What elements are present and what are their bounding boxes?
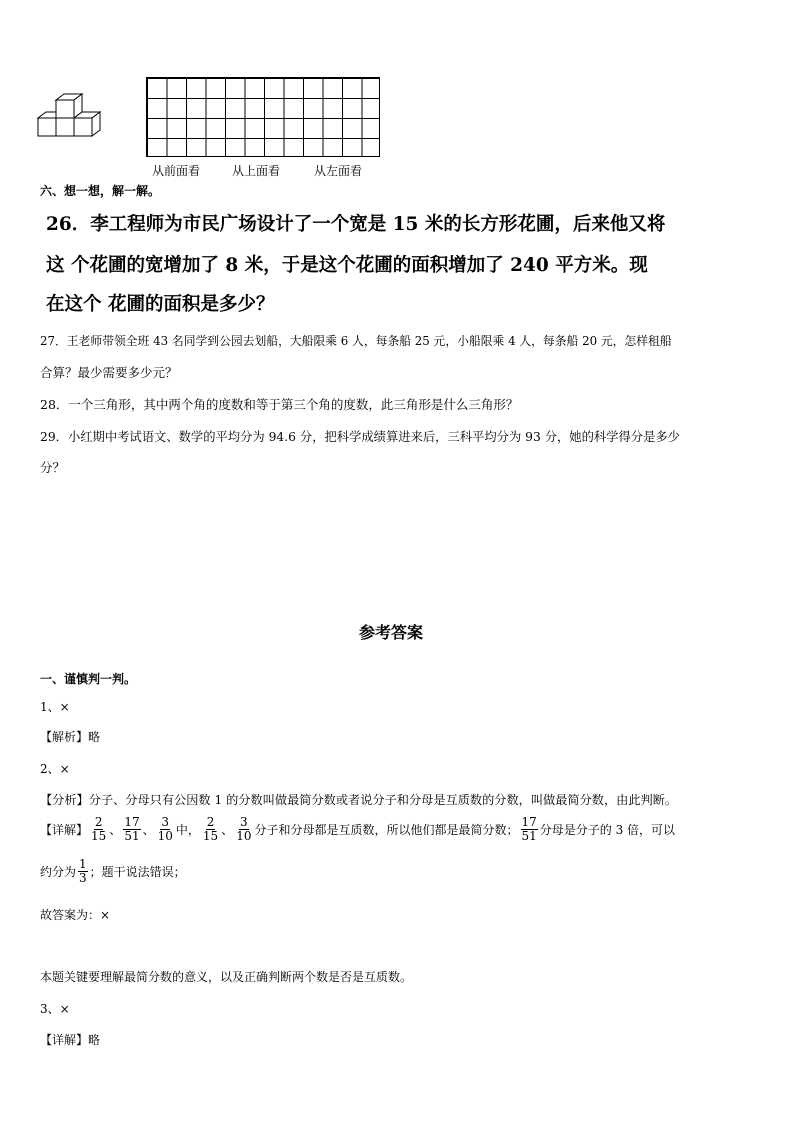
item2-label: 2、× [40,762,70,776]
part1-heading: 一、谨慎判一判。 [40,672,137,686]
q26-line1: 26．李工程师为市民广场设计了一个宽是 15 米的长方形花圃，后来他又将 [46,214,666,235]
fraction: $\frac{17}{51}$ [124,815,140,843]
q29-line2: 分？ [40,460,66,475]
separator: 、 [142,823,155,837]
view-label-front: 从前面看 [152,164,201,178]
item1-analysis: 【解析】略 [40,730,101,744]
drawing-grid [146,77,380,157]
item2-key-point: 本题关键要理解最简分数的意义，以及正确判断两个数是否是互质数。 [40,970,413,984]
view-label-left: 从左面看 [314,164,363,178]
detail-text: 约分为 [40,865,77,879]
q27-line1: 27．王老师带领全班 43 名同学到公园去划船，大船限乘 6 人，每条船 25 元，小船限乘 4 人，每条船 20 元，怎样租船 [40,334,672,348]
fraction: $\frac{1}{3}$ [79,857,87,885]
fraction: $\frac{2}{15}$ [91,815,107,843]
answers-title: 参考答案 [359,623,424,642]
item2-detail-line1 [40,816,675,843]
view-label-top: 从上面看 [232,164,281,178]
detail-text: 分子和分母都是互质数，所以他们都是最简分数； [254,823,519,837]
fraction: $\frac{3}{10}$ [236,815,252,843]
separator: 、 [221,823,234,837]
detail-text: 中， [175,823,200,837]
q26-line2: 这 个花圃的宽增加了 8 米，于是这个花圃的面积增加了 240 平方米。现 [46,255,648,276]
detail-prefix: 【详解】 [40,823,89,837]
section-six-heading: 六、想一想，解一解。 [40,184,161,198]
item3-label: 3、× [40,1002,70,1016]
detail-text: 分母是分子的 3 倍，可以 [539,823,676,837]
item3-detail: 【详解】略 [40,1033,101,1047]
item2-analysis: 【分析】分子、分母只有公因数 1 的分数叫做最简分数或者说分子和分母是互质数的分数，叫做最简分数，由此判断。 [40,793,678,807]
fraction: $\frac{17}{51}$ [521,815,537,843]
q29-line1: 29．小红期中考试语文、数学的平均分为 94.6 分，把科学成绩算进来后，三科平均分为 93 分，她的科学得分是多少 [40,430,680,444]
separator: 、 [109,823,122,837]
fraction: $\frac{2}{15}$ [202,815,219,843]
item2-detail-line2 [40,858,186,885]
item1-label: 1、× [40,700,70,714]
cube-stack-figure [36,92,108,148]
q28-text: 28．一个三角形，其中两个角的度数和等于第三个角的度数，此三角形是什么三角形？ [40,397,519,412]
detail-text: ；题干说法错误； [89,865,186,879]
q26-line3: 在这个 花圃的面积是多少？ [46,294,275,315]
fraction: $\frac{3}{10}$ [157,815,173,843]
item2-conclusion: 故答案为：× [40,908,111,922]
q27-line2: 合算？最少需要多少元？ [40,365,178,380]
